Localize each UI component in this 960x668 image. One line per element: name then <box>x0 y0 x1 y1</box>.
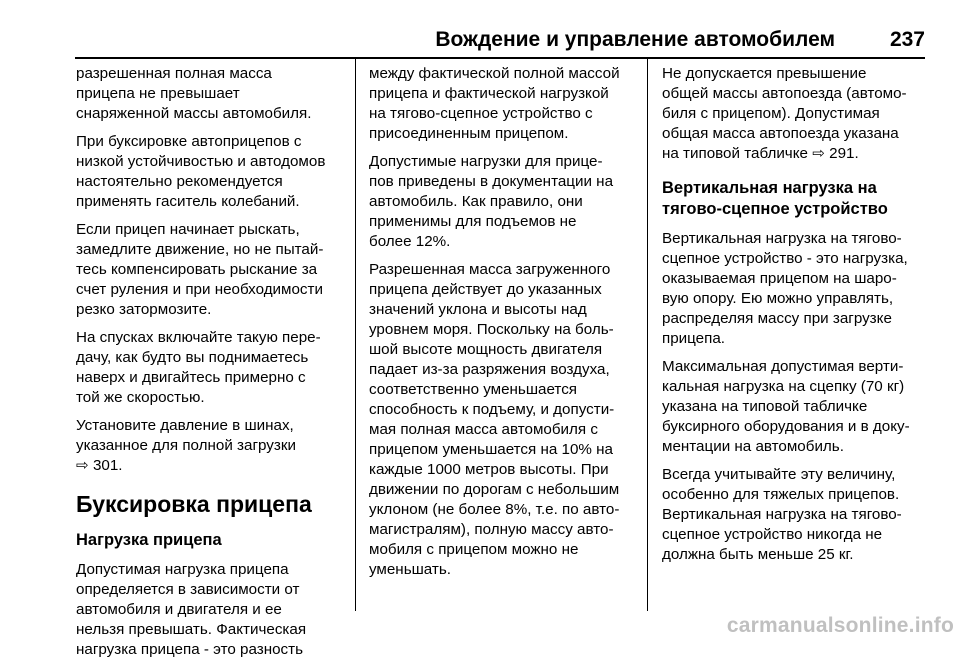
paragraph <box>76 328 348 408</box>
text-line: разрешенная полная масса <box>76 65 272 82</box>
text-line: Допустимая нагрузка прицепа <box>76 561 289 578</box>
paragraph <box>76 416 348 476</box>
text-line: общая масса автопоезда указана <box>662 125 899 142</box>
text-line: биля с прицепом). Допустимая <box>662 105 880 122</box>
section-heading <box>76 490 348 518</box>
text-line: между фактической полной массой <box>369 65 620 82</box>
paragraph <box>662 465 928 565</box>
text-line: уменьшать. <box>369 561 451 578</box>
subsection-heading <box>662 178 928 220</box>
text-line: мая полная масса автомобиля с <box>369 421 598 438</box>
text-line: Допустимые нагрузки для прице‐ <box>369 153 603 170</box>
text-line: на типовой табличке ⇨ 291. <box>662 145 859 162</box>
paragraph <box>662 229 928 349</box>
page-number: 237 <box>889 28 925 51</box>
text-line: сцепное устройство - это нагрузка, <box>662 250 908 267</box>
paragraph <box>76 220 348 320</box>
text-line: той же скоростью. <box>76 389 205 406</box>
column-1 <box>76 64 348 668</box>
text-line: Всегда учитывайте эту величину, <box>662 466 896 483</box>
paragraph <box>369 260 637 580</box>
text-line: ментации на автомобиль. <box>662 438 844 455</box>
column-divider-1 <box>355 59 356 611</box>
text-line: Вертикальная нагрузка на <box>662 179 877 197</box>
text-line: должна быть меньше 25 кг. <box>662 546 854 563</box>
paragraph <box>76 560 348 660</box>
watermark: carmanualsonline.info <box>726 614 954 637</box>
text-line: движении по дорогам с небольшим <box>369 481 620 498</box>
text-line: общей массы автопоезда (автомо‐ <box>662 85 907 102</box>
text-line: более 12%. <box>369 233 451 250</box>
paragraph <box>369 152 637 252</box>
paragraph <box>76 64 348 124</box>
text-line: соответственно уменьшается <box>369 381 578 398</box>
text-line: уровнем моря. Поскольку на боль‐ <box>369 321 614 338</box>
text-line: автомобиль. Как правило, они <box>369 193 583 210</box>
paragraph <box>662 357 928 457</box>
page-title: Вождение и управление автомобилем <box>435 28 835 51</box>
text-line: применять гаситель колебаний. <box>76 193 300 210</box>
subsection-heading <box>76 530 348 551</box>
text-line: На спусках включайте такую пере‐ <box>76 329 321 346</box>
text-line: тесь компенсировать рыскание за <box>76 261 318 278</box>
text-line: снаряженной массы автомобиля. <box>76 105 312 122</box>
text-line: прицепа и фактической нагрузкой <box>369 85 609 102</box>
text-line: на тягово-сцепное устройство с <box>369 105 593 122</box>
paragraph <box>369 64 637 144</box>
text-line: присоединенным прицепом. <box>369 125 569 142</box>
text-line: автомобиля и двигателя и ее <box>76 601 282 618</box>
text-line: прицепом уменьшается на 10% на <box>369 441 613 458</box>
text-line: шой высоте мощность двигателя <box>369 341 603 358</box>
text-line: особенно для тяжелых прицепов. <box>662 486 900 503</box>
text-line: значений уклона и высоты над <box>369 301 587 318</box>
text-line: применимы для подъемов не <box>369 213 577 230</box>
text-line: магистралям), полную массу авто‐ <box>369 521 614 538</box>
text-line: уклоном (не более 8%, т.е. по авто‐ <box>369 501 620 518</box>
text-line: указанное для полной загрузки <box>76 437 296 454</box>
text-line: Нагрузка прицепа <box>76 531 222 549</box>
text-line: счет руления и при необходимости <box>76 281 323 298</box>
text-line: сцепное устройство никогда не <box>662 526 883 543</box>
text-line: прицепа не превышает <box>76 85 240 102</box>
text-line: ⇨ 301. <box>76 457 123 474</box>
text-line: каждые 1000 метров высоты. При <box>369 461 609 478</box>
text-line: дачу, как будто вы поднимаетесь <box>76 349 309 366</box>
text-line: нельзя превышать. Фактическая <box>76 621 307 638</box>
text-line: прицепа. <box>662 330 726 347</box>
text-line: Вертикальная нагрузка на тягово- <box>662 230 902 247</box>
text-line: Если прицеп начинает рыскать, <box>76 221 300 238</box>
text-line: распределяя массу при загрузке <box>662 310 892 327</box>
text-line: замедлите движение, но не пытай‐ <box>76 241 324 258</box>
paragraph <box>662 64 928 164</box>
text-line: тягово-сцепное устройство <box>662 200 888 218</box>
column-divider-2 <box>647 59 648 611</box>
text-line: Не допускается превышение <box>662 65 867 82</box>
header-divider <box>75 57 925 59</box>
page-header <box>75 28 925 56</box>
text-line: резко затормозите. <box>76 301 212 318</box>
text-line: указана на типовой табличке <box>662 398 868 415</box>
text-line: настоятельно рекомендуется <box>76 173 283 190</box>
text-line: пов приведены в документации на <box>369 173 614 190</box>
column-3 <box>662 64 928 573</box>
text-line: падает из-за разряжения воздуха, <box>369 361 610 378</box>
text-line: наверх и двигайтесь примерно с <box>76 369 306 386</box>
text-line: Вертикальная нагрузка на тягово- <box>662 506 902 523</box>
text-line: определяется в зависимости от <box>76 581 300 598</box>
text-line: Буксировка прицепа <box>76 491 312 517</box>
text-line: Разрешенная масса загруженного <box>369 261 611 278</box>
text-line: вую опору. Ею можно управлять, <box>662 290 894 307</box>
text-line: буксирного оборудования и в доку‐ <box>662 418 910 435</box>
text-line: Максимальная допустимая верти‐ <box>662 358 904 375</box>
text-line: кальная нагрузка на сцепку (70 кг) <box>662 378 905 395</box>
text-line: нагрузка прицепа - это разность <box>76 641 303 658</box>
text-line: оказываемая прицепом на шаро‐ <box>662 270 897 287</box>
text-line: прицепа действует до указанных <box>369 281 602 298</box>
text-line: мобиля с прицепом можно не <box>369 541 579 558</box>
column-2 <box>369 64 637 588</box>
text-line: Установите давление в шинах, <box>76 417 294 434</box>
paragraph <box>76 132 348 212</box>
text-line: При буксировке автоприцепов с <box>76 133 302 150</box>
text-line: низкой устойчивостью и автодомов <box>76 153 326 170</box>
text-line: способность к подъему, и допусти‐ <box>369 401 615 418</box>
